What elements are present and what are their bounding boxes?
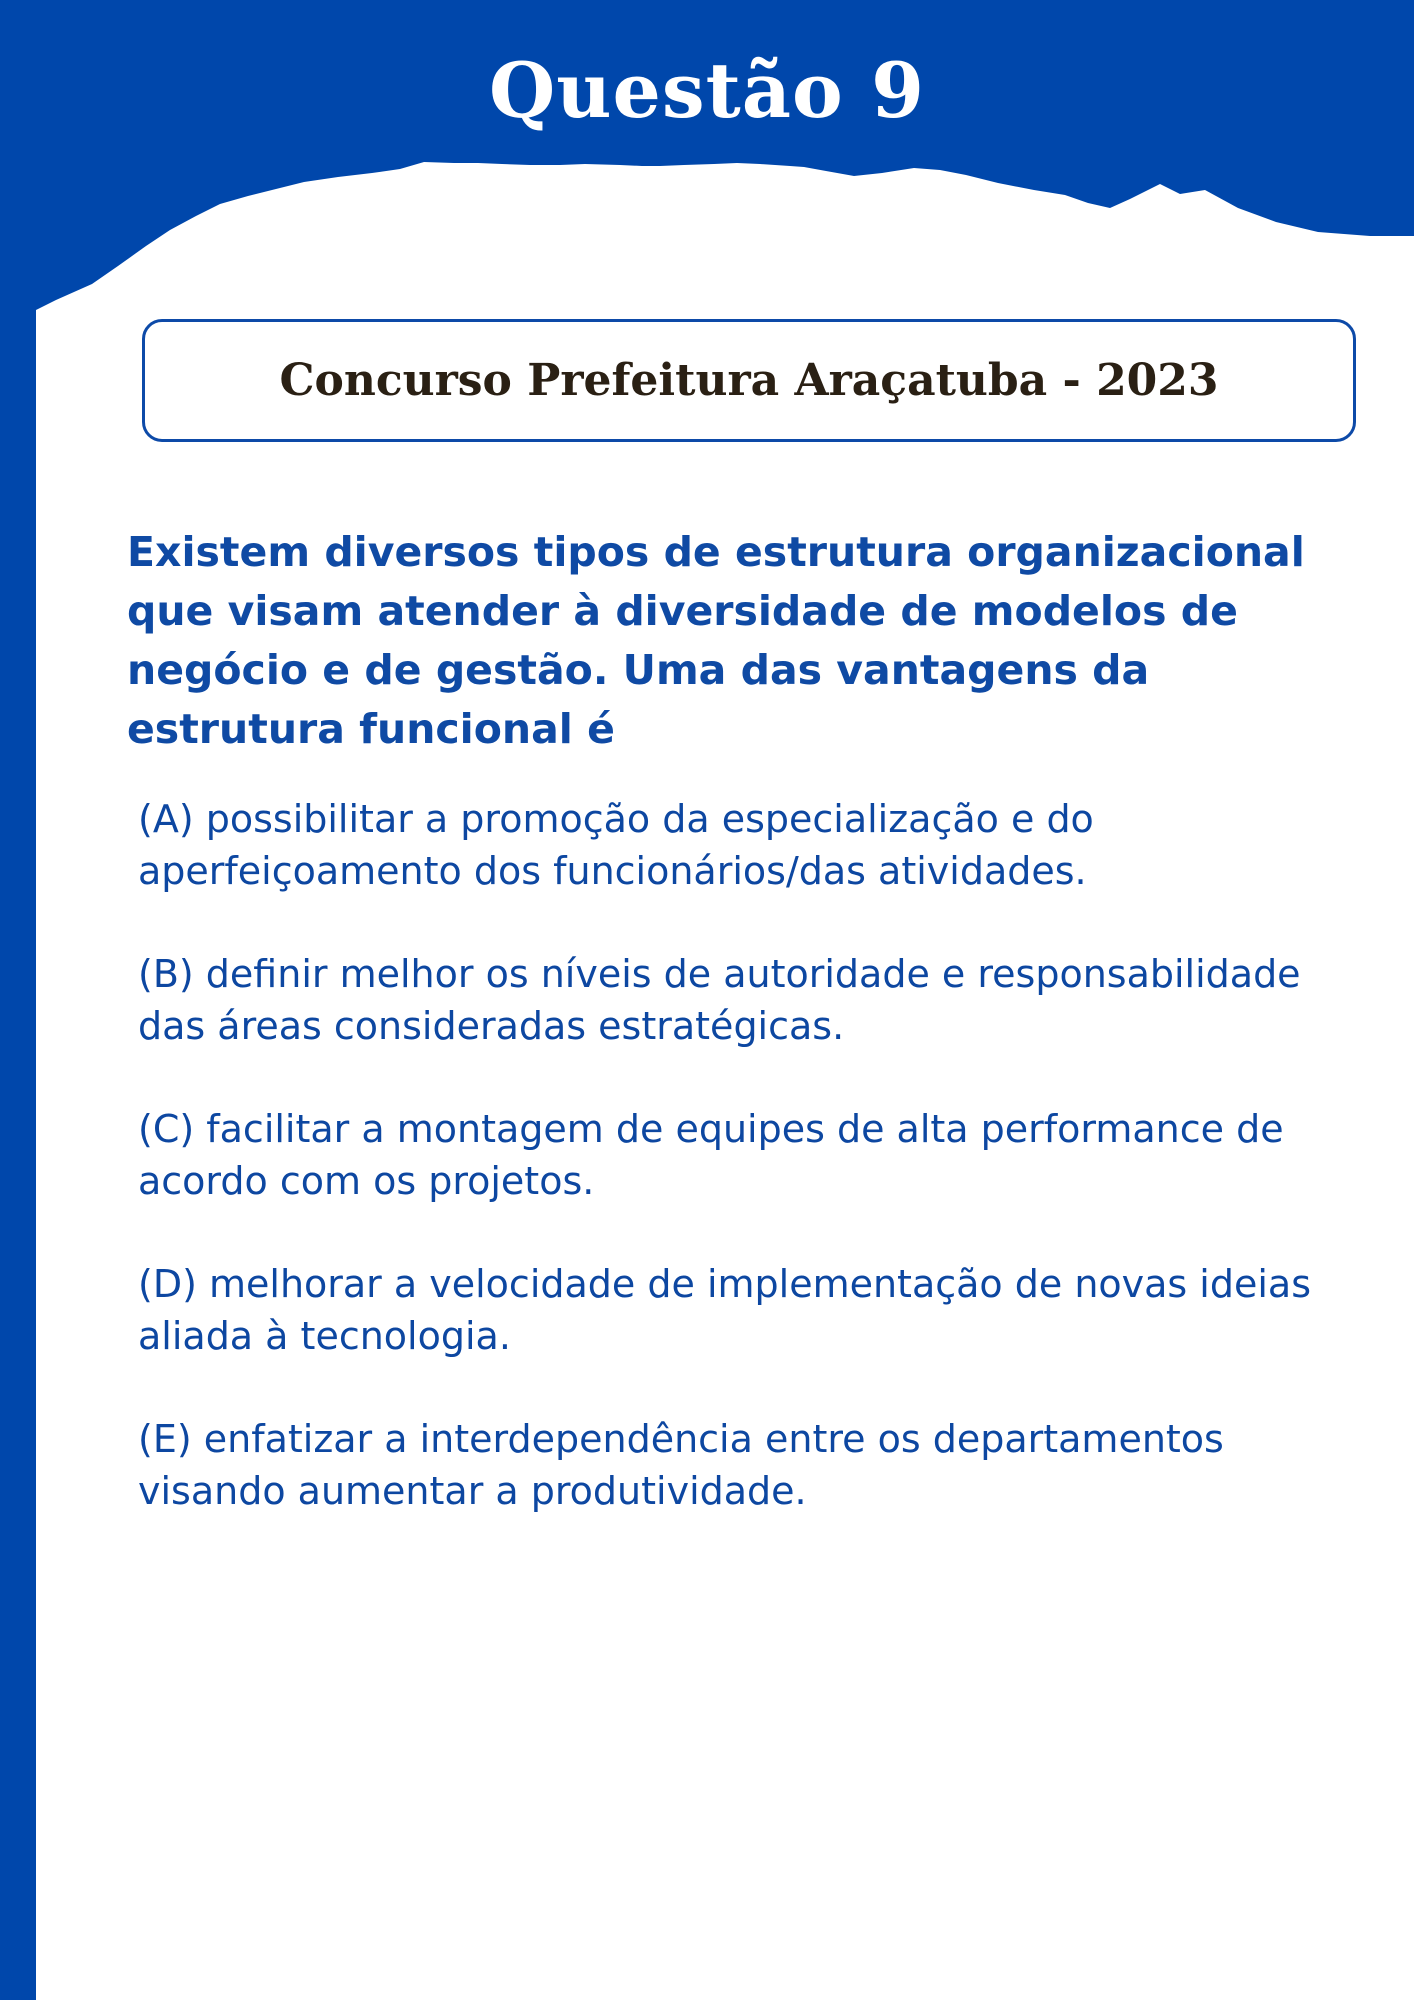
answer-options-list <box>138 793 1358 1568</box>
answer-option-d: (D) melhorar a velocidade de implementação de novas ideias aliada à tecnologia. <box>138 1262 1312 1358</box>
answer-option-c: (C) facilitar a montagem de equipes de alta performance de acordo com os projetos. <box>138 1107 1284 1203</box>
page-title: Questão 9 <box>489 46 925 135</box>
answer-option-b: (B) definir melhor os níveis de autoridade e responsabilidade das áreas consideradas estratégicas. <box>138 952 1301 1048</box>
exam-source-title: Concurso Prefeitura Araçatuba - 2023 <box>279 354 1219 406</box>
answer-option-a: (A) possibilitar a promoção da especialização e do aperfeiçoamento dos funcionários/das atividades. <box>138 797 1094 893</box>
answer-option-e: (E) enfatizar a interdependência entre os departamentos visando aumentar a produtividade. <box>138 1417 1224 1513</box>
question-stem: Existem diversos tipos de estrutura organizacional que visam atender à diversidade de modelos de negócio e de gestão. Uma das vantagens da estrutura funcional é <box>127 528 1305 753</box>
exam-source-box <box>142 319 1356 442</box>
